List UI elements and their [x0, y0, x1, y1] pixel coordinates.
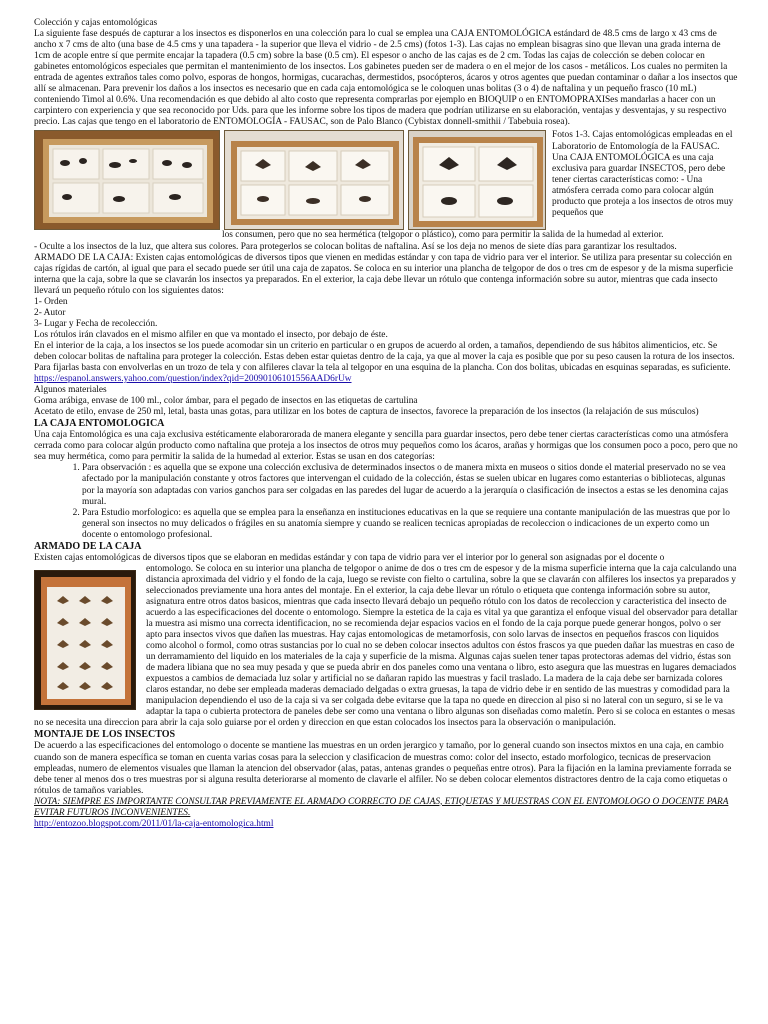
- document-page: [34, 18, 738, 830]
- paragraph-caja-entomologica: Una caja Entomológica es una caja exclusiva estéticamente elaborarorada de manera elegante y sencilla para guardar insectos, pero debe tener ciertas características como una atmósfera cerrada como para colocar algún producto como naftalina que proteja a los insectos de otros muy pequeños como los ácaros, arañas y hormigas que los consumen poco a poco, pero que no sea muy hermética, como para permitir la salida de la humedad al exterior. Estas se usan en dos categorías:: [34, 430, 738, 463]
- paragraph-oculte: - Oculte a los insectos de la luz, que altera sus colores. Para protegerlos se colocan bolitas de naftalina. Así se los deja no menos de siete días para garantizar los resultados.: [34, 241, 677, 252]
- photo-caption-block: [552, 130, 738, 218]
- heading-armado: ARMADO DE LA CAJA: [34, 540, 142, 552]
- paragraph-intro: La siguiente fase después de capturar a los insectos es disponerlos en una colección para lo cual se emplea una CAJA ENTOMOLÓGICA estándard de 48.5 cms de largo x 43 cms de ancho x 7 cms de alto (una base de 4.5 cms y una tapadera - la superior que lleva el vidrio - de 2.5 cms) (fotos 1-3). Las cajas no emplean bisagras sino que llevan una grada interna de 1cm de acople entre sí que permite encajar la tapadera (0.5 cm) sobre la base (0.5 cm). El espesor o ancho de las cajas es de 2 cm. Todas las cajas de colección se deben colocar en gabinetes entomológicos especiales que permitan el mantenimiento de los insectos. Los gabinetes pueden ser de madera o en el mejor de los casos - metálicos. Los cuales no permiten la entrada de agentes extraños tales como polvo, esporas de hongos, hormigas, cucarachas, dermestidos, psocópteros, ácaros y otros agentes que puedan contaminar o dañar a los insectos que allí se almacenan. Para prevenir los daños a los insectos es necesario que en cada caja entomológica se le coloquen unas bolitas (3 o 4) de naftalina y un pequeño frasco (10 mL) conteniendo Timol al 0.6%. Una recomendación es que debido al alto costo que representa comprarlas por ejemplo en BIOQUIP o en ENTOMOPRAXISes mandarlas a hacer con un carpintero con experiencia y que sea reconocido por Uds. para que les informe sobre los tipos de madera que podrían utilizarse en su elaboración, ventajas y desventajas, y su respectivo precio. Las cajas que tengo en el laboratorio de ENTOMOLOGÍA - FAUSAC, son de Palo Blanco (Cybistax donnell-smithii / Tabebuia rosea).: [34, 29, 738, 128]
- paragraph-goma: Goma arábiga, envase de 100 ml., color ámbar, para el pegado de insectos en las etiquetas de cartulina: [34, 396, 418, 407]
- note-warning: NOTA: SIEMPRE ES IMPORTANTE CONSULTAR PREVIAMENTE EL ARMADO CORRECTO DE CAJAS, ETIQUETAS Y MUESTRAS CON EL ENTOMOLOGO O DOCENTE PARA EVITAR FUTUROS INCONVENIENTES.: [34, 796, 729, 818]
- photo-box-1: [34, 130, 220, 230]
- paragraph-armado-body: entomologo. Se coloca en su interior una plancha de telgopor o anime de dos o tres cm de espesor y de la misma superficie interna que la caja calculando una distancia aproximada del vidrio y el fondo de la caja, luego se reviste con fielto o cartulina, sobre la que se clavarán con alfileres los insectos ya preparados y seleccionados previamente una hora antes del montaje. En el exterior, la caja debe llevar un rótulo o etiqueta que contenga información sobre su autor, asignatura entre otros datos basicos, mientras que cada insecto llevará debajo un pequeño rótulo con los datos de recoleccion y caracteristica del insecto de acuerdo a las especificaciones del docente o entomologo. Siempre la estetica de la caja es vital ya que garantiza el enfoque visual del observador para detallar la muestra asi mismo una correcta identificacion, no se recomienda dejar espacios vacios en el fondo de la caja porque puede generar hongos, polvo o ser apto para insectos vivos que dañen las muestras. Hay cajas entomologicas de metamorfosis, con solo larvas de insectos en pequeños frascos con liquidos como alcohol o formol, como otras sustancias por lo cual no se deben colocar insectos adultos con éstos frascos ya que pueden dañar las muestras en caso de un derramamiento del liquido en los materiales de la caja y superficie de la misma. Algunas cajas suelen tener tapas protectoras ademas del vidrio, éstas son de madera libiana que no sea muy pesada y que se pueda abrir en dos paneles como una ventana o libro, esto asegura que las muestras en lugares demaciados expuestos a cambios de demaciada luz solar y artificial no se dañaran rapido las muestras y facil traslado. La madera de la caja debe ser barnizada colores claros estandar, no debe ser empleada maderas demaciado delgadas o extra gruesas, la tapa de vidrio debe ir en sentido de las muestras y comodidad para la manipulacion dependiendo el uso de la caja si va ser colgada debe evitarse que la tapa no quede en direccion al piso si no lateral con un seguro, si se le va adaptar la tapa o cubierta protectora de paneles debe ser como una ventana o libro algunas son diseñadas como maletín. Pero si se coloca en estantes o mesas no se necesita una direccion para abrir la caja solo guiarse por el orden y direccion en que estan colocados los insectos para la observación o manipulación.: [34, 563, 738, 729]
- photo-box-3: [408, 130, 546, 230]
- photo-caption: Fotos 1-3. Cajas entomológicas empleadas en el Laboratorio de Entomología de la FAUSAC.: [552, 130, 733, 152]
- paragraph-acetato: Acetato de etilo, envase de 250 ml, letal, basta unas gotas, para utilizar en los botes de captura de insectos, favorece la preparación de los insectos (la relajación de sus músculos): [34, 407, 699, 418]
- list-item-autor: 2- Autor: [34, 307, 66, 318]
- photo-row: [34, 130, 738, 230]
- armado-section: [34, 564, 738, 730]
- photo-side-text: Una CAJA ENTOMOLÓGICA es una caja exclusiva para guardar INSECTOS, pero debe tener ciertas características como: - Una atmósfera cerrada como para colocar algún producto que proteja a los insectos de otros muy pequeños que: [552, 152, 734, 218]
- source-link-entozoo[interactable]: http://entozoo.blogspot.com/2011/01/la-caja-entomologica.html: [34, 818, 274, 829]
- list-item-lugar: 3- Lugar y Fecha de recolección.: [34, 318, 158, 329]
- paragraph-armado-intro: Existen cajas entomológicas de diversos tipos que se elaboran en medidas estándar y con tapa de vidrio para ver el interior por lo general son asignadas por el docente o: [34, 552, 665, 563]
- paragraph-armado-1: ARMADO DE LA CAJA: Existen cajas entomológicas de diversos tipos que vienen en medidas estándar y con tapa de vidrio para ver el interior. Se utiliza para presentar su colección en cajas rígidas de cartón, al igual que para el secado puede ser útil una caja de zapatos. Se coloca en su interior una plancha de telgopor de dos o tres cm de espesor y de la misma superficie interna que la caja, sobre la que se clavarán los insectos ya preparados. En el exterior, la caja debe llevar un rótulo que contenga información sobre su autor, mientras que cada insecto llevará un pequeño rótulo con los siguientes datos:: [34, 252, 733, 296]
- heading-montaje: MONTAJE DE LOS INSECTOS: [34, 729, 176, 741]
- paragraph-montaje: De acuerdo a las especificaciones del entomologo o docente se mantiene las muestras en un orden jerargico y tamaño, por lo general cuando son insectos mixtos en una caja, en cambio cuando son de manera específica se toman en cuenta varias cosas para la seleccion y clasificacion de muestras como: color del insecto, estado morfologico, tecnicas de preservacion empleadas, numero de elementos visuales que llaman la atencion del observador (alas, patas, antenas grandes o pequeñas entre otros). Para la fijación en la lamina previamente forrada se debe tener al menos dos o tres muestras por si alguna resulta deteriorarse al momento de clavarle el alfiler. No se deben colocar elementos distractores dentro de la caja como etiquetas o rótulos de tamaños variables.: [34, 741, 732, 796]
- butterfly-box-photo: [34, 570, 136, 710]
- paragraph-consumen: los consumen, pero que no sea hermética (telgopor o plástico), como para permitir la salida de la humedad al exterior.: [222, 230, 664, 241]
- heading-caja-entomologica: LA CAJA ENTOMOLOGICA: [34, 418, 165, 430]
- paragraph-rotulos: Los rótulos irán clavados en el mismo alfiler en que va montado el insecto, por debajo de éste.: [34, 329, 388, 340]
- source-link-yahoo[interactable]: https://espanol.answers.yahoo.com/question/index?qid=20090106101556AAD6rUw: [34, 374, 352, 385]
- list-item-estudio: 2. Para Estudio morfologico: es aquella que se emplea para la enseñanza en instituciones educativas en la que se requiere una contante manipulación de las muestras que por lo general son insectos no muy delicados o frágiles en su anatomía siempre y cuando se realicen tecnicas apropiadas de recoleccion o indicaciones de un experto como un docente o entomologo profesional.: [82, 508, 738, 541]
- category-list: [34, 463, 738, 540]
- materials-title: Algunos materiales: [34, 385, 107, 396]
- list-item-orden: 1- Orden: [34, 296, 68, 307]
- photo-box-2: [224, 130, 404, 230]
- paragraph-interior: En el interior de la caja, a los insectos se los puede acomodar sin un criterio en particular o en grupos de acuerdo al orden, a tamaños, dependiendo de sus hábitos alimenticios, etc. Se deben colocar bolitas de naftalina para proteger la colección. Estas deben estar quietas dentro de la caja, ya que al mover la caja es posible que por su peso causen la rotura de los insectos. Para fijarlas basta con envolverlas en un trozo de tela y con alfileres clavar la tela al telgopor en una esquina de la plancha. Con dos bolitas, ubicadas en esquinas separadas, es suficiente.: [34, 340, 735, 374]
- document-title: Colección y cajas entomológicas: [34, 18, 158, 28]
- list-item-observacion: 1. Para observación : es aquella que se expone una colección exclusiva de determinados insectos o de manera mixta en museos o sitios donde el material preservado no se vea afectado por la manipulación constante y otros factores que intervengan el cuidado de la colección, éstas se suelen ubicar en lugares como estanterias o bibliotecas, algunas por la mayoría son adaptadas con varios ganchos para ser colgadas en las paredes del lugar de acuerdo a la jerarquía o clasificación de insectos a estas se les denomina cajas mural.: [82, 463, 738, 507]
